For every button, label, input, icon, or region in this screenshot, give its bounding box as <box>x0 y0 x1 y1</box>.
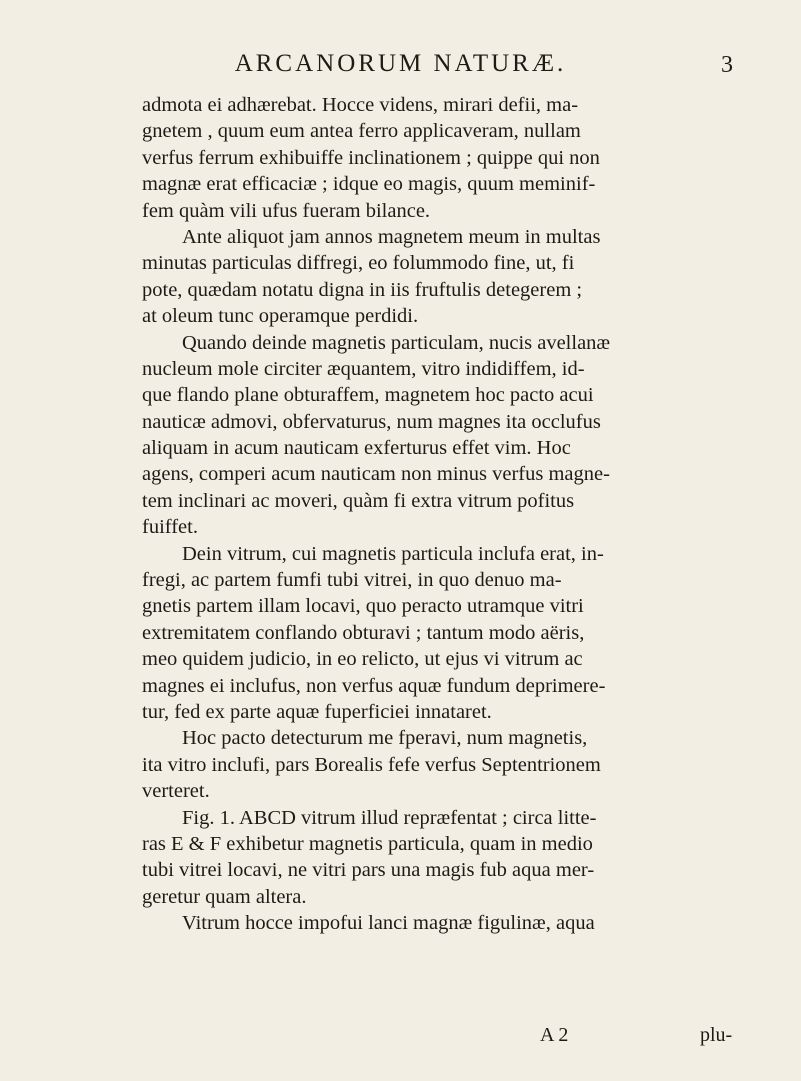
running-head: ARCANORUM NATURÆ. <box>234 50 567 77</box>
text-line: fregi, ac partem fumfi tubi vitrei, in quo denuo ma- <box>142 569 562 592</box>
text-line: Quando deinde magnetis particulam, nucis avellanæ <box>182 331 611 354</box>
signature-mark: A 2 <box>540 1024 569 1046</box>
text-line: meo quidem judicio, in eo relicto, ut ejus vi vitrum ac <box>142 648 583 671</box>
text-line: tubi vitrei locavi, ne vitri pars una magis fub aqua mer- <box>142 859 595 882</box>
text-line: gnetis partem illam locavi, quo peracto utramque vitri <box>142 595 584 618</box>
text-line: tur, fed ex parte aquæ fuperficiei innataret. <box>142 700 492 723</box>
text-line: ras E & F exhibetur magnetis particula, quam in medio <box>142 832 593 855</box>
text-line: tem inclinari ac moveri, quàm fi extra vitrum pofitus <box>142 489 575 512</box>
text-line: Hoc pacto detecturum me fperavi, num magnetis, <box>182 727 588 750</box>
body-text <box>142 92 782 937</box>
text-line: geretur quam altera. <box>142 885 307 908</box>
text-line: pote, quædam notatu digna in iis fruftulis detegerem ; <box>142 278 583 301</box>
text-line: fuiffet. <box>142 516 198 539</box>
text-line: magnes ei inclufus, non verfus aquæ fundum deprimere- <box>142 674 606 697</box>
text-line: magnæ erat efficaciæ ; idque eo magis, quum meminif- <box>142 173 596 196</box>
text-line: gnetem , quum eum antea ferro applicaveram, nullam <box>142 120 581 143</box>
text-line: Fig. 1. ABCD vitrum illud repræfentat ; circa litte- <box>182 806 597 829</box>
page-header <box>0 50 801 90</box>
text-line: extremitatem conflando obturavi ; tantum modo aëris, <box>142 621 585 644</box>
text-line: verteret. <box>142 780 210 803</box>
text-line: agens, comperi acum nauticam non minus verfus magne- <box>142 463 610 486</box>
text-line: Dein vitrum, cui magnetis particula inclufa erat, in- <box>182 542 604 565</box>
text-line: minutas particulas diffregi, eo folummodo fine, ut, fi <box>142 252 575 275</box>
text-line: fem quàm vili ufus fueram bilance. <box>142 199 431 222</box>
text-line: aliquam in acum nauticam exferturus effet vim. Hoc <box>142 437 571 460</box>
text-line: nucleum mole circiter æquantem, vitro indidiffem, id- <box>142 357 585 380</box>
text-line: Ante aliquot jam annos magnetem meum in multas <box>182 225 601 248</box>
catchword: plu- <box>700 1024 733 1046</box>
text-line: ita vitro inclufi, pars Borealis fefe verfus Septentrionem <box>142 753 601 776</box>
text-line: at oleum tunc operamque perdidi. <box>142 305 419 328</box>
text-line: Vitrum hocce impofui lanci magnæ figulinæ, aqua <box>182 912 595 935</box>
text-line: admota ei adhærebat. Hocce videns, mirari defii, ma- <box>142 94 579 116</box>
text-line: verfus ferrum exhibuiffe inclinationem ; quippe qui non <box>142 146 600 169</box>
text-line: nauticæ admovi, obfervaturus, num magnes ita occlufus <box>142 410 601 433</box>
text-line: que flando plane obturaffem, magnetem hoc pacto acui <box>142 384 594 407</box>
page-number: 3 <box>721 52 733 78</box>
